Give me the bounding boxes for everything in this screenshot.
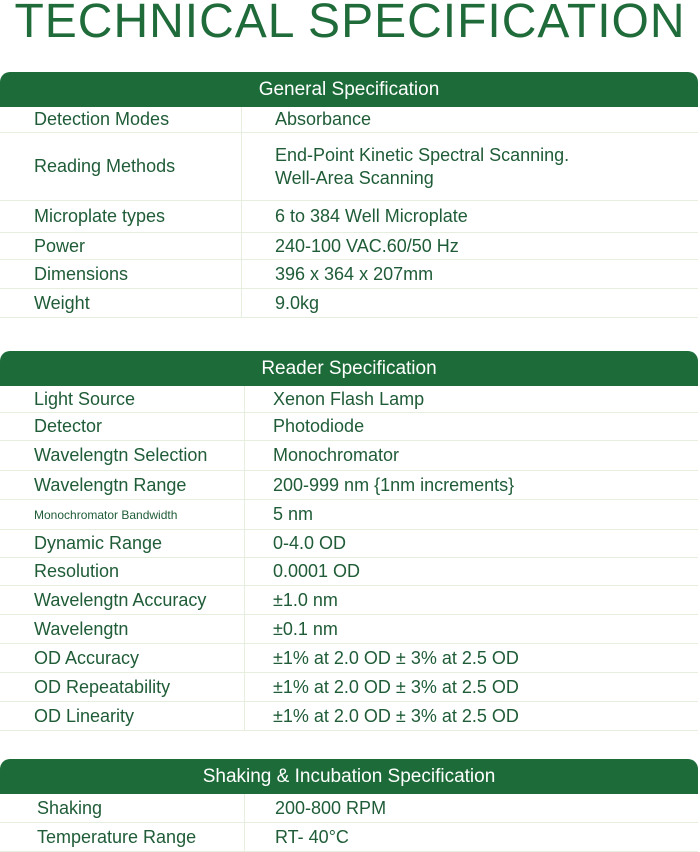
table-row bbox=[0, 107, 698, 133]
spec-value: 0-4.0 OD bbox=[273, 533, 347, 553]
spec-label: Weight bbox=[0, 289, 242, 317]
spec-value: 200-800 RPM bbox=[275, 797, 387, 818]
spec-value: 240-100 VAC.60/50 Hz bbox=[275, 235, 459, 256]
table-row bbox=[0, 702, 698, 731]
spec-label: Monochromator Bandwidth bbox=[0, 500, 245, 529]
shaking-spec-table bbox=[0, 794, 698, 852]
reader-spec-table bbox=[0, 386, 698, 731]
general-spec-header: General Specification bbox=[0, 72, 698, 107]
spec-value: Photodiode bbox=[273, 416, 365, 436]
shaking-spec-header: Shaking & Incubation Specification bbox=[0, 759, 698, 794]
general-spec-table bbox=[0, 107, 698, 318]
spec-value: 200-999 nm {1nm increments} bbox=[273, 474, 515, 495]
spec-label: Wavelengtn Accuracy bbox=[0, 586, 245, 614]
table-row bbox=[0, 586, 698, 615]
table-row bbox=[0, 260, 698, 289]
spec-value: ±0.1 nm bbox=[273, 618, 338, 639]
spec-label: Wavelengtn Selection bbox=[0, 441, 245, 470]
spec-label: OD Accuracy bbox=[0, 644, 245, 672]
spec-value: Monochromator bbox=[273, 445, 400, 465]
table-row bbox=[0, 471, 698, 500]
spec-label: Dimensions bbox=[0, 260, 242, 288]
table-row bbox=[0, 794, 698, 823]
spec-label: Wavelengtn bbox=[0, 615, 245, 643]
table-row bbox=[0, 530, 698, 558]
table-row bbox=[0, 233, 698, 260]
spec-value: 6 to 384 Well Microplate bbox=[275, 206, 468, 226]
spec-label: Light Source bbox=[0, 386, 245, 412]
spec-label: OD Linearity bbox=[0, 702, 245, 730]
spec-value: 5 nm bbox=[273, 504, 314, 524]
table-row bbox=[0, 201, 698, 233]
spec-value: 0.0001 OD bbox=[273, 561, 361, 581]
spec-value: RT- 40°C bbox=[275, 826, 349, 847]
table-row bbox=[0, 558, 698, 586]
spec-label: Wavelengtn Range bbox=[0, 471, 245, 499]
spec-value: 396 x 364 x 207mm bbox=[275, 263, 434, 284]
spec-value: Absorbance bbox=[275, 109, 372, 129]
table-row bbox=[0, 441, 698, 471]
table-row bbox=[0, 386, 698, 413]
spec-value: 9.0kg bbox=[275, 292, 320, 313]
table-row bbox=[0, 644, 698, 673]
spec-label: Microplate types bbox=[0, 201, 242, 232]
reader-spec-header: Reader Specification bbox=[0, 351, 698, 386]
spec-value: ±1.0 nm bbox=[273, 589, 338, 610]
spec-label: OD Repeatability bbox=[0, 673, 245, 701]
spec-label: Dynamic Range bbox=[0, 530, 245, 557]
page-title: TECHNICAL SPECIFICATION bbox=[14, 0, 686, 48]
spec-label: Detection Modes bbox=[0, 107, 242, 132]
spec-label: Resolution bbox=[0, 558, 245, 585]
table-row bbox=[0, 413, 698, 441]
spec-value: ±1% at 2.0 OD ± 3% at 2.5 OD bbox=[273, 647, 519, 668]
table-row bbox=[0, 673, 698, 702]
table-row bbox=[0, 500, 698, 530]
table-row bbox=[0, 133, 698, 201]
spec-label: Power bbox=[0, 233, 242, 259]
spec-label: Reading Methods bbox=[0, 133, 242, 200]
table-row bbox=[0, 823, 698, 852]
table-row bbox=[0, 289, 698, 318]
spec-label: Temperature Range bbox=[0, 823, 245, 851]
spec-value: Xenon Flash Lamp bbox=[273, 388, 425, 409]
spec-label: Detector bbox=[0, 413, 245, 440]
table-row bbox=[0, 615, 698, 644]
spec-value: ±1% at 2.0 OD ± 3% at 2.5 OD bbox=[273, 705, 519, 726]
spec-label: Shaking bbox=[0, 794, 245, 822]
spec-value: End-Point Kinetic Spectral Scanning. Well-Area Scanning bbox=[275, 144, 570, 188]
spec-value: ±1% at 2.0 OD ± 3% at 2.5 OD bbox=[273, 676, 519, 697]
